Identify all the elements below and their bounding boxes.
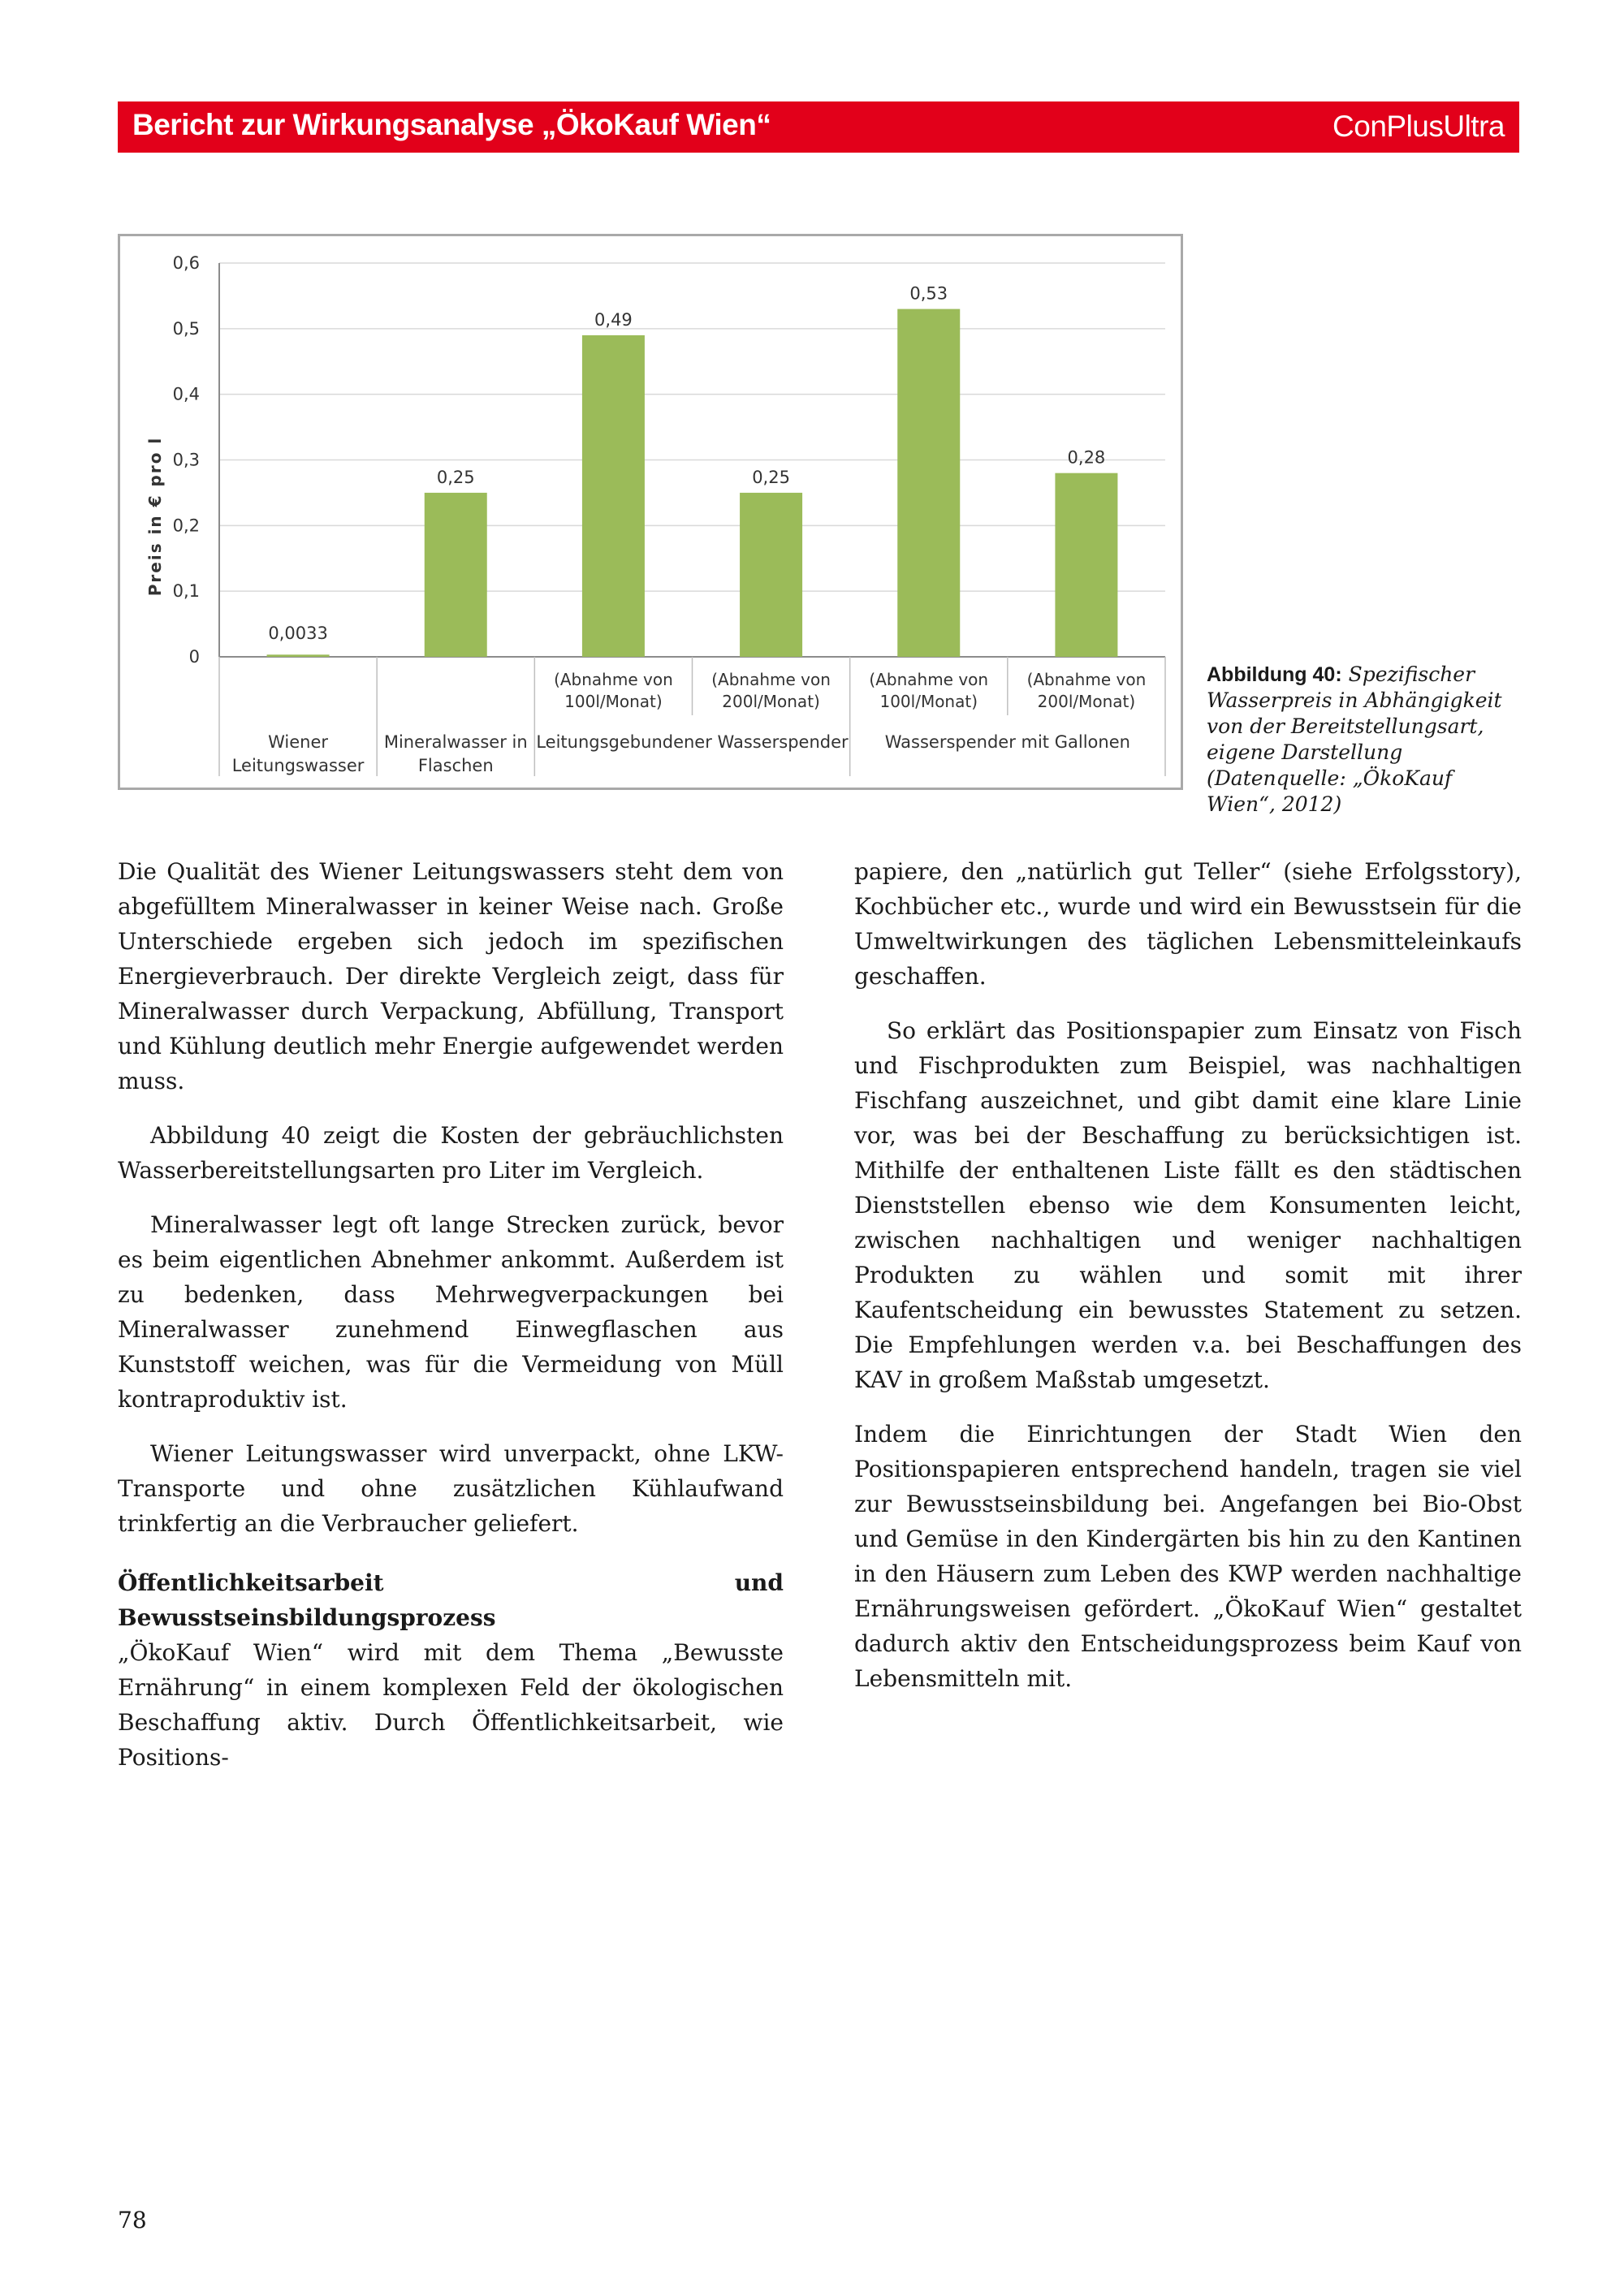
paragraph: So erklärt das Positionspapier zum Einsatz von Fisch und Fischprodukten zum Beispiel, was nachhaltigen Fischfang auszeichnet, und gibt damit eine klare Linie vor, was bei der Beschaffung zu berücksichtigen ist. Mithilfe der enthaltenen Liste fällt es den städtischen Dienststellen ebenso wie dem Konsumenten leicht, zwischen nachhaltigen und weniger nachhaltigen Produkten zu wählen und somit mit ihrer Kaufentscheidung ein bewusstes Statement zu setzen. Die Empfehlungen werden v.a. bei Beschaffungen des KAV in großem Maßstab umgesetzt. — [854, 1017, 1522, 1393]
page-header — [118, 101, 1519, 153]
y-tick-label: 0,4 — [172, 384, 200, 404]
bar — [267, 654, 330, 657]
y-tick-label: 0,2 — [172, 516, 200, 536]
bar-chart — [120, 236, 1181, 788]
category-sublabel: 200l/Monat) — [1037, 692, 1136, 711]
bar — [897, 309, 960, 657]
paragraph: Abbildung 40 zeigt die Kosten der gebräuchlichsten Wasserbereitstellungsarten pro Liter im Vergleich. — [118, 1122, 784, 1184]
category-sublabel: (Abnahme von — [1026, 670, 1147, 689]
category-sublabel: 100l/Monat) — [879, 692, 978, 711]
bar — [582, 335, 645, 657]
y-axis-label: Preis in € pro l — [145, 436, 165, 597]
category-sublabel: (Abnahme von — [711, 670, 831, 689]
group-label: Leitungswasser — [231, 756, 365, 775]
group-label: Leitungsgebundener Wasserspender — [536, 732, 849, 752]
report-title: Bericht zur Wirkungsanalyse „ÖkoKauf Wien“ — [132, 108, 771, 141]
y-tick-label: 0,3 — [172, 450, 200, 470]
page-number: 78 — [118, 2207, 147, 2233]
category-sublabel: 200l/Monat) — [722, 692, 820, 711]
section-heading: Öffentlichkeitsarbeit und Bewusstseinsbildungsprozess — [118, 1569, 784, 1631]
y-tick-label: 0,5 — [172, 318, 200, 339]
data-label: 0,0033 — [268, 624, 328, 643]
group-label: Wasserspender mit Gallonen — [884, 732, 1130, 752]
group-label: Mineralwasser in — [383, 732, 528, 752]
caption-text: Spezifischer Wasserpreis in Abhängigkeit von der Bereitstellungsart, eigene Darstellung (Datenquelle: „ÖkoKauf Wien“, 2012) — [1207, 662, 1502, 816]
data-label: 0,25 — [436, 467, 475, 487]
data-label: 0,53 — [909, 283, 948, 304]
bar — [1055, 473, 1117, 657]
paragraph: Indem die Einrichtungen der Stadt Wien den Positionspapieren entsprechend handeln, tragen sie viel zur Bewusstseinsbildung bei. Angefangen bei Bio-Obst und Gemüse in den Kindergärten bis hin zu den Kantinen in den Häusern zum Leben des KWP werden nachhaltige Ernährungsweisen gefördert. „ÖkoKauf Wien“ gestaltet dadurch aktiv den Entscheidungsprozess beim Kauf von Lebensmitteln mit. — [854, 1421, 1522, 1692]
paragraph: Mineralwasser legt oft lange Strecken zurück, bevor es beim eigentlichen Abnehmer ankommt. Außerdem ist zu bedenken, dass Mehrwegverpackungen bei Mineralwasser zunehmend Einwegflaschen aus Kunststoff weichen, was für die Vermeidung von Müll kontraproduktiv ist. — [118, 1211, 784, 1413]
brand-name: ConPlusUltra — [1332, 110, 1505, 143]
group-label: Flaschen — [417, 756, 494, 775]
bar — [740, 493, 802, 657]
category-sublabel: (Abnahme von — [869, 670, 989, 689]
data-label: 0,28 — [1067, 447, 1106, 468]
y-tick-label: 0,6 — [172, 253, 200, 273]
figure-caption — [1207, 662, 1523, 818]
right-column — [854, 854, 1522, 1696]
category-sublabel: (Abnahme von — [554, 670, 673, 689]
y-tick-label: 0,1 — [172, 581, 200, 602]
caption-label: Abbildung 40: — [1207, 663, 1342, 686]
category-sublabel: 100l/Monat) — [564, 692, 663, 711]
left-column — [118, 854, 784, 1775]
group-label: Wiener — [268, 732, 329, 752]
paragraph: Die Qualität des Wiener Leitungswassers steht dem von abgefülltem Mineralwasser in keiner Weise nach. Große Unterschiede ergeben sich jedoch im spezifischen Energieverbrauch. Der direkte Vergleich zeigt, dass für Mineralwasser durch Verpackung, Abfüllung, Transport und Kühlung deutlich mehr Energie aufgewendet werden muss. — [118, 858, 784, 1094]
data-label: 0,25 — [752, 467, 790, 487]
data-label: 0,49 — [594, 309, 633, 330]
paragraph: „ÖkoKauf Wien“ wird mit dem Thema „Bewusste Ernährung“ in einem komplexen Feld der ökologischen Beschaffung aktiv. Durch Öffentlichkeitsarbeit, wie Positions- — [118, 1639, 784, 1771]
chart-figure — [118, 234, 1183, 790]
bar — [425, 493, 487, 657]
paragraph: papiere, den „natürlich gut Teller“ (siehe Erfolgsstory), Kochbücher etc., wurde und wird ein Bewusstsein für die Umweltwirkungen des täglichen Lebensmitteleinkaufs geschaffen. — [854, 858, 1522, 990]
paragraph: Wiener Leitungswasser wird unverpackt, ohne LKW-Transporte und ohne zusätzlichen Kühlaufwand trinkfertig an die Verbraucher geliefert. — [118, 1440, 784, 1537]
y-tick-label: 0 — [188, 647, 200, 667]
